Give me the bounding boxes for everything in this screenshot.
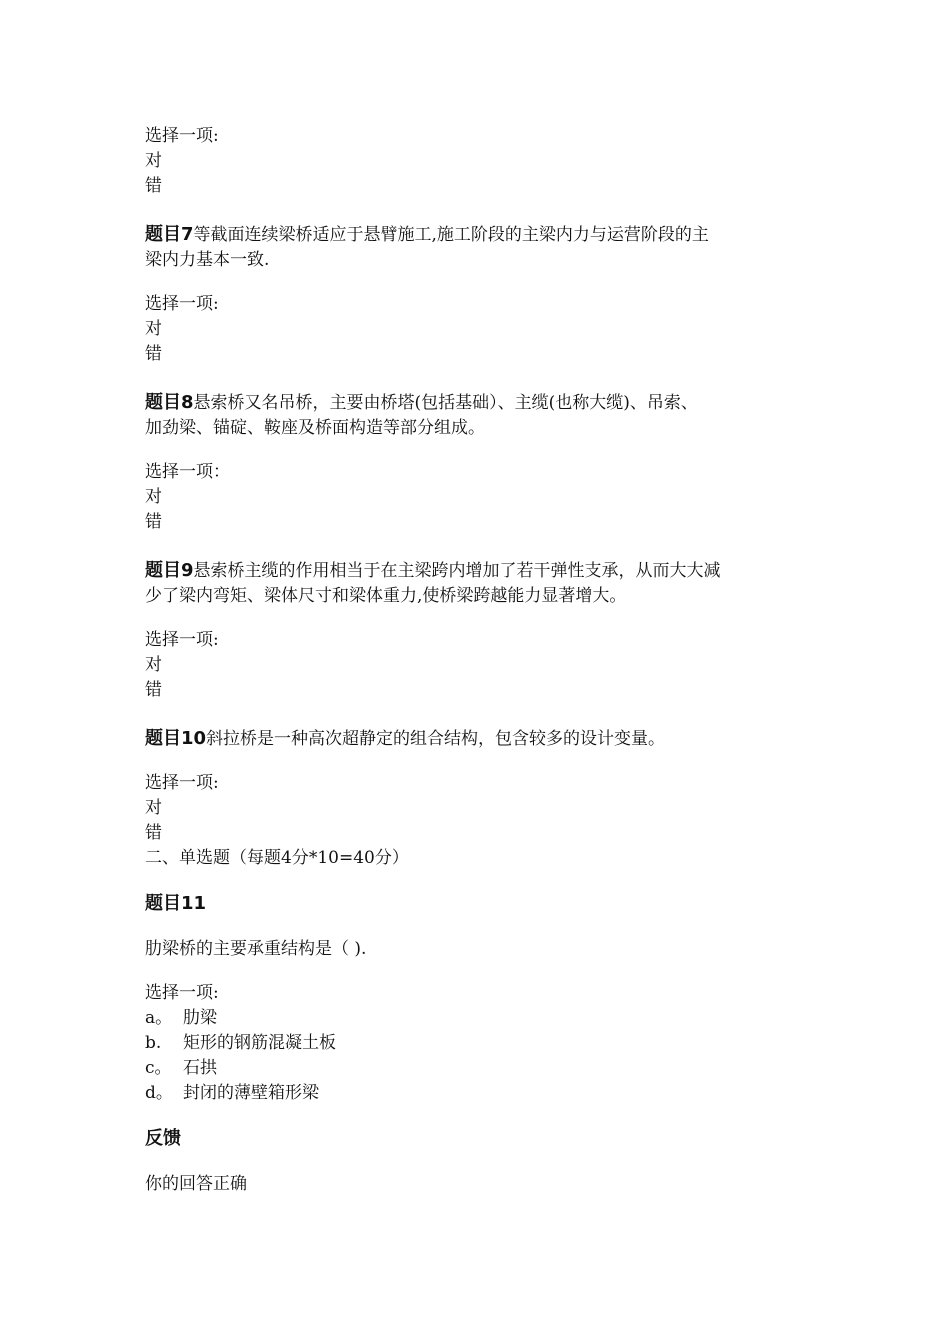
option-false[interactable]: 错: [145, 512, 162, 532]
choice-prompt: 选择一项:: [145, 294, 219, 314]
option-false[interactable]: 错: [145, 344, 162, 364]
feedback-text: 你的回答正确: [145, 1174, 247, 1194]
question-7-text-line2: 梁内力基本一致.: [145, 250, 270, 270]
option-false[interactable]: 错: [145, 680, 162, 700]
option-true[interactable]: 对: [145, 655, 162, 675]
question-8-label: 题目8: [145, 392, 194, 413]
option-text: 封闭的薄壁箱形梁: [183, 1083, 319, 1103]
option-text: 矩形的钢筋混凝土板: [183, 1033, 336, 1053]
option-letter: d。: [145, 1083, 173, 1103]
question-9-text-line1: 悬索桥主缆的作用相当于在主梁跨内增加了若干弹性支承，从而大大减: [193, 561, 721, 581]
question-11-label: 题目11: [145, 893, 207, 914]
option-b[interactable]: [145, 1031, 815, 1056]
option-text: 石拱: [183, 1058, 217, 1078]
question-7: [145, 222, 815, 273]
option-true[interactable]: 对: [145, 151, 162, 171]
question-11-text: 肋梁桥的主要承重结构是（ ).: [145, 939, 367, 959]
option-true[interactable]: 对: [145, 319, 162, 339]
feedback-label: 反馈: [145, 1128, 181, 1149]
option-false[interactable]: 错: [145, 823, 162, 843]
section-title: 二、单选题（每题4分*10=40分）: [145, 848, 409, 868]
question-9: [145, 558, 815, 609]
option-false[interactable]: 错: [145, 176, 162, 196]
option-letter: a。: [145, 1008, 173, 1028]
document-page: [145, 124, 815, 1197]
choice-prompt: 选择一项:: [145, 630, 219, 650]
question-8: [145, 390, 815, 441]
question-8-text-line2: 加劲梁、锚碇、鞍座及桥面构造等部分组成。: [145, 418, 485, 438]
option-d[interactable]: [145, 1081, 815, 1106]
option-letter: c。: [145, 1058, 172, 1078]
question-7-text-line1: 等截面连续梁桥适应于悬臂施工,施工阶段的主梁内力与运营阶段的主: [193, 225, 709, 245]
question-9-label: 题目9: [145, 560, 194, 581]
choice-prompt: 选择一项:: [145, 773, 219, 793]
question-10: [145, 726, 815, 752]
question-10-text-line1: 斜拉桥是一种高次超静定的组合结构，包含较多的设计变量。: [206, 729, 666, 749]
choice-prompt: 选择一项：: [145, 462, 230, 482]
option-c[interactable]: [145, 1056, 815, 1081]
option-a[interactable]: [145, 1006, 815, 1031]
choice-prompt: 选择一项:: [145, 126, 219, 146]
option-true[interactable]: 对: [145, 798, 162, 818]
question-9-text-line2: 少了梁内弯矩、梁体尺寸和梁体重力,使桥梁跨越能力显著增大。: [145, 586, 627, 606]
option-true[interactable]: 对: [145, 487, 162, 507]
option-letter: b.: [145, 1033, 162, 1053]
option-text: 肋梁: [183, 1008, 217, 1028]
question-7-label: 题目7: [145, 224, 194, 245]
choice-prompt: 选择一项:: [145, 983, 219, 1003]
question-8-text-line1: 悬索桥又名吊桥，主要由桥塔(包括基础）、主缆(也称大缆)、吊索、: [193, 393, 698, 413]
question-10-label: 题目10: [145, 728, 207, 749]
